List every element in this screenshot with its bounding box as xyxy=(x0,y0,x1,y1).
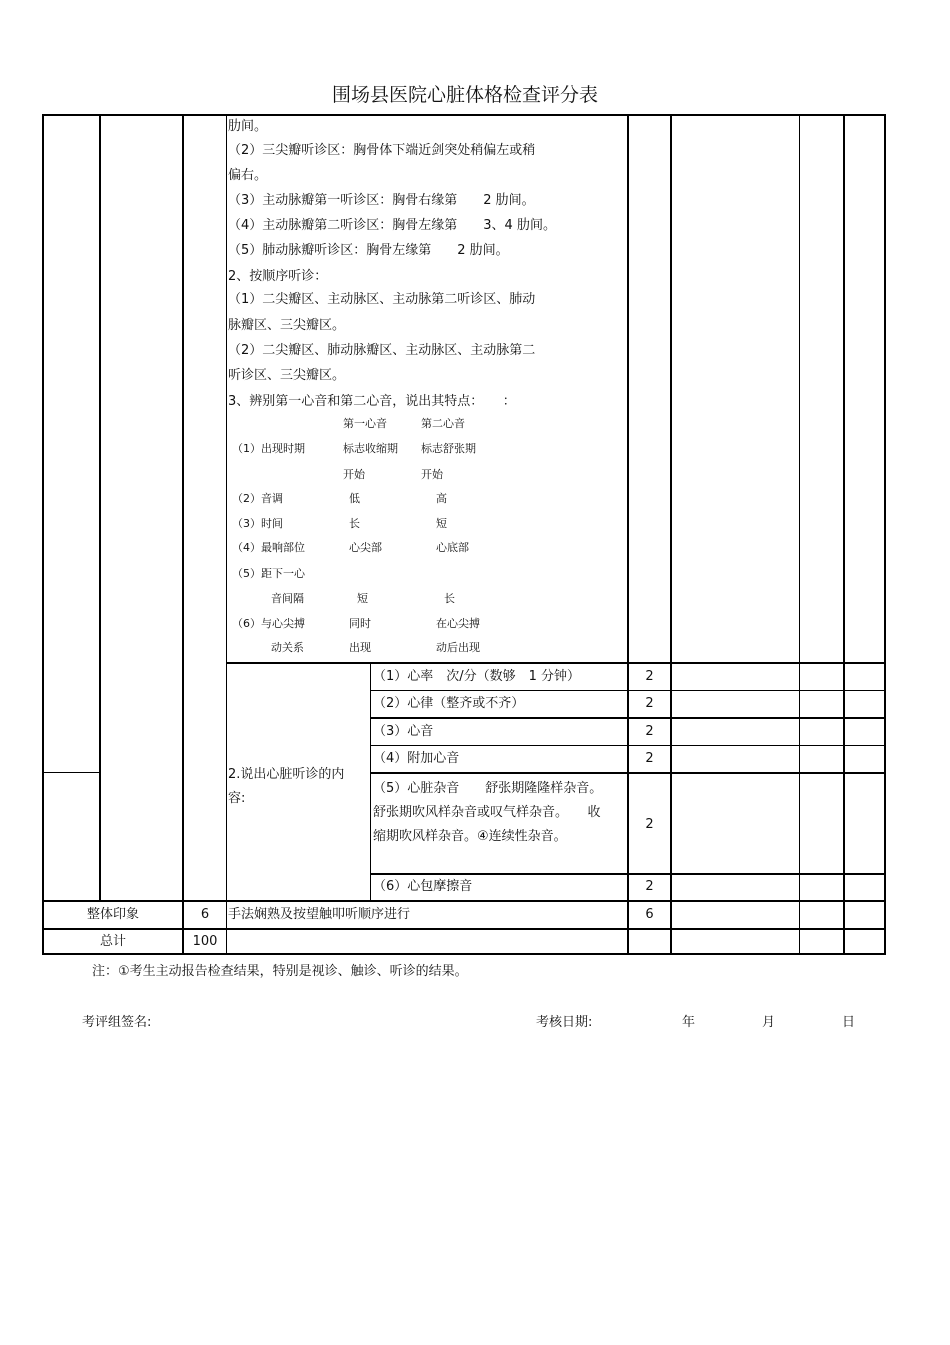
date-year: 年 xyxy=(682,1015,696,1030)
criteria-line: （2）三尖瓣听诊区：胸骨体下端近剑突处稍偏左或稍 xyxy=(228,143,536,158)
table-border-bottom xyxy=(42,953,886,955)
heart-sound-s1: 同时 xyxy=(349,617,371,630)
total-points: 100 xyxy=(192,934,218,949)
table-hline xyxy=(370,772,886,774)
heart-sound-label: （4）最响部位 xyxy=(232,541,305,554)
table-hline xyxy=(370,745,886,746)
table-vline xyxy=(670,114,672,955)
heart-sound-s1: 标志收缩期 xyxy=(343,442,398,455)
heart-sound-s2: 短 xyxy=(436,517,447,530)
table-hline xyxy=(370,717,886,719)
heart-sound-label: （1）出现时期 xyxy=(232,442,305,455)
heart-sound-s2: 高 xyxy=(436,492,447,505)
auscultation-item: （1）心率 次/分（数够 1 分钟） xyxy=(373,669,581,684)
overall-criteria: 手法娴熟及按望触叩听顺序进行 xyxy=(228,907,411,922)
item-score: 2 xyxy=(645,696,654,711)
date-month: 月 xyxy=(762,1015,776,1030)
criteria-line: 听诊区、三尖瓣区。 xyxy=(228,368,346,383)
heart-sound-s2: 在心尖搏 xyxy=(436,617,480,630)
criteria-line: 脉瓣区、三尖瓣区。 xyxy=(228,318,346,333)
table-vline xyxy=(843,114,845,955)
table-hline xyxy=(226,662,886,664)
table-hline xyxy=(42,900,886,902)
auscultation-item: （4）附加心音 xyxy=(373,751,460,766)
exam-date-label: 考核日期: xyxy=(536,1015,593,1030)
table-hline xyxy=(370,690,886,691)
criteria-line: （3）主动脉瓣第一听诊区：胸骨右缘第 2 肋间。 xyxy=(228,193,535,208)
table-vline xyxy=(99,114,101,901)
criteria-line: 偏右。 xyxy=(228,168,268,183)
heart-sound-label: （6）与心尖搏 xyxy=(232,617,305,630)
auscultation-item: （6）心包摩擦音 xyxy=(373,879,473,894)
heart-sound-s1: 短 xyxy=(357,592,368,605)
criteria-line: （2）二尖瓣区、肺动脉瓣区、主动脉区、主动脉第二 xyxy=(228,343,536,358)
item-score: 2 xyxy=(645,817,654,832)
examiner-signature-label: 考评组签名: xyxy=(82,1015,152,1030)
auscultation-item: （2）心律（整齐或不齐） xyxy=(373,696,525,711)
heart-sound-s2: 动后出现 xyxy=(436,641,480,654)
heart-sound-s1: 出现 xyxy=(349,641,371,654)
heart-sound-label: 动关系 xyxy=(271,641,304,654)
heart-sound-s2: 标志舒张期 xyxy=(421,442,476,455)
heart-sound-s1: 开始 xyxy=(343,468,365,481)
criteria-line: 2、按顺序听诊： xyxy=(228,269,328,284)
table-hline xyxy=(370,873,886,875)
heart-sound-s2: 心底部 xyxy=(436,541,469,554)
heart-sound-s1: 长 xyxy=(349,517,360,530)
heart-sound-s1: 心尖部 xyxy=(349,541,382,554)
heart-sound-label: （2）音调 xyxy=(232,492,283,505)
criteria-line: （5）肺动脉瓣听诊区：胸骨左缘第 2 肋间。 xyxy=(228,243,509,258)
heart-sound-s2: 长 xyxy=(444,592,455,605)
heart-sound-s2: 开始 xyxy=(421,468,443,481)
total-label: 总计 xyxy=(99,934,126,949)
heart-sound-label: （3）时间 xyxy=(232,517,283,530)
table-vline xyxy=(884,114,886,955)
table-vline xyxy=(226,114,227,955)
table-vline xyxy=(799,114,800,955)
item-score: 2 xyxy=(645,669,654,684)
table-border-top xyxy=(42,114,886,116)
table-vline xyxy=(182,114,184,955)
footnote: 注：①考生主动报告检查结果，特别是视诊、触诊、听诊的结果。 xyxy=(92,964,468,979)
auscultation-item: （5）心脏杂音 舒张期隆隆样杂音。 舒张期吹风样杂音或叹气样杂音。 收缩期吹风样杂音。④连续性杂音。 xyxy=(373,781,609,844)
heart-sound-label: 音间隔 xyxy=(271,592,304,605)
overall-points: 6 xyxy=(200,907,210,922)
criteria-line: 3、辨别第一心音和第二心音，说出其特点： ： xyxy=(228,394,516,409)
item-score: 2 xyxy=(645,879,654,894)
criteria-line: 肋间。 xyxy=(228,119,268,134)
page-title: 围场县医院心脏体格检查评分表 xyxy=(331,84,598,106)
table-vline xyxy=(42,114,44,955)
heart-sound-s1: 低 xyxy=(349,492,360,505)
overall-label: 整体印象 xyxy=(86,907,139,922)
item-score: 2 xyxy=(645,751,654,766)
item-score: 2 xyxy=(645,724,654,739)
criteria-line: （4）主动脉瓣第二听诊区：胸骨左缘第 3、4 肋间。 xyxy=(228,218,556,233)
table-vline xyxy=(370,662,371,901)
heart-sound-header: 第一心音 xyxy=(343,417,387,430)
heart-sound-label: （5）距下一心 xyxy=(232,567,305,580)
auscultation-item: （3）心音 xyxy=(373,724,434,739)
heart-sound-header: 第二心音 xyxy=(421,417,465,430)
overall-score: 6 xyxy=(645,907,654,922)
section2-heading: 2.说出心脏听诊的内容: xyxy=(228,767,345,806)
table-hline xyxy=(42,772,100,773)
criteria-line: （1）二尖瓣区、主动脉区、主动脉第二听诊区、肺动 xyxy=(228,292,536,307)
date-day: 日 xyxy=(842,1015,856,1030)
table-hline xyxy=(42,928,886,930)
